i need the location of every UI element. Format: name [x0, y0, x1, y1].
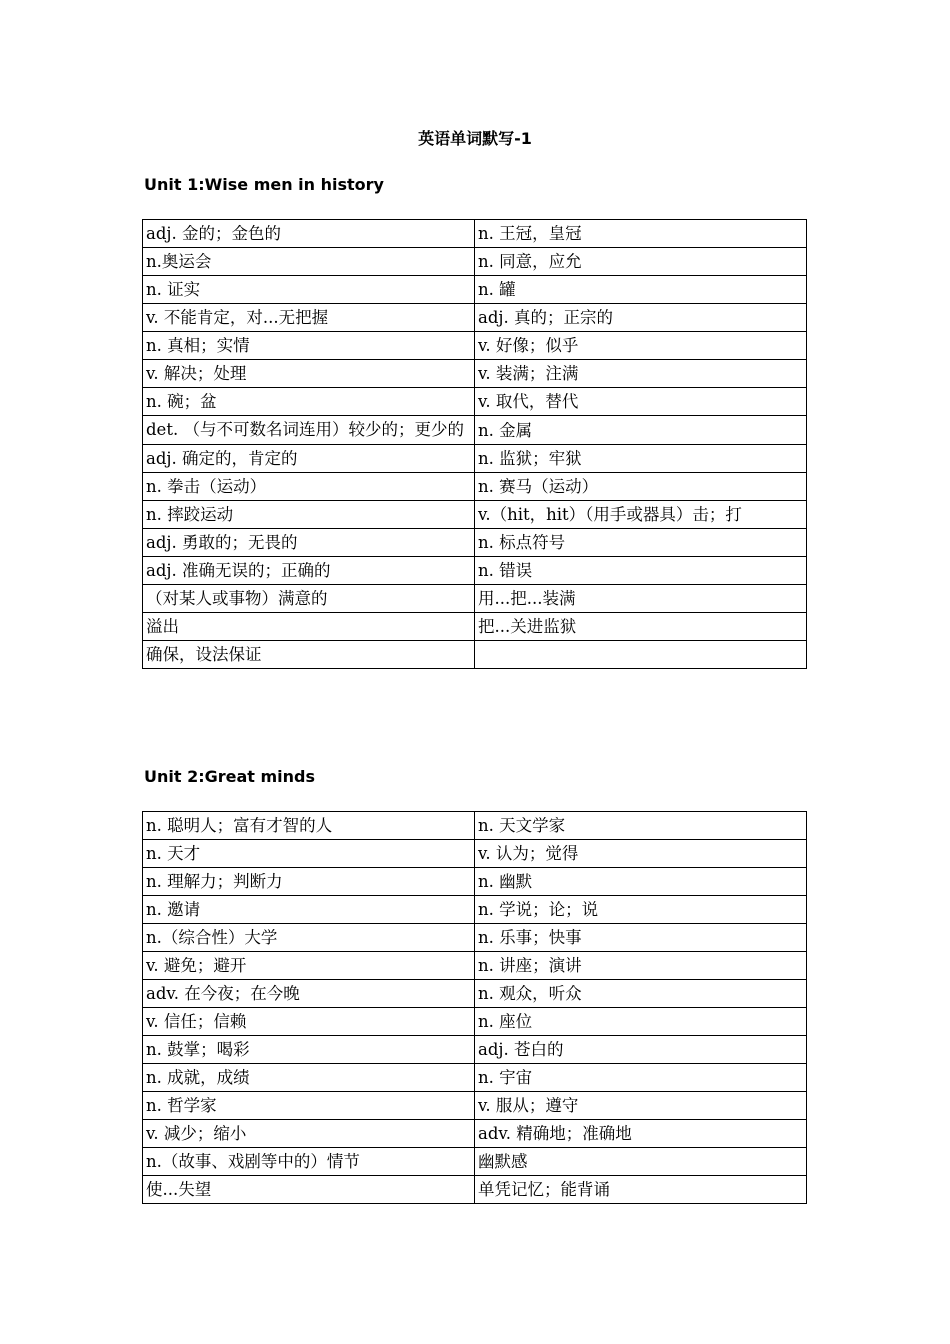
- vocab-cell-left: v. 不能肯定，对...无把握: [143, 304, 475, 332]
- vocab-row: [143, 641, 807, 669]
- vocab-row: [143, 868, 807, 896]
- unit1-heading: Unit 1:Wise men in history: [144, 175, 384, 194]
- vocab-row: [143, 332, 807, 360]
- vocab-cell-right: n. 标点符号: [475, 529, 807, 557]
- vocab-row: [143, 980, 807, 1008]
- vocab-cell-right: adv. 精确地；准确地: [475, 1120, 807, 1148]
- vocab-cell-left: v. 减少；缩小: [143, 1120, 475, 1148]
- vocab-cell-right: n. 金属: [475, 416, 807, 445]
- vocab-row: [143, 304, 807, 332]
- vocab-cell-left: （对某人或事物）满意的: [143, 585, 475, 613]
- vocab-row: [143, 1036, 807, 1064]
- document-title: 英语单词默写-1: [418, 129, 532, 148]
- vocab-row: [143, 445, 807, 473]
- vocab-cell-left: 溢出: [143, 613, 475, 641]
- unit1-vocab-table: [142, 219, 807, 669]
- vocab-cell-right: n. 讲座；演讲: [475, 952, 807, 980]
- vocab-row: [143, 557, 807, 585]
- vocab-cell-right: 幽默感: [475, 1148, 807, 1176]
- vocab-cell-right: n. 同意，应允: [475, 248, 807, 276]
- vocab-cell-left: adv. 在今夜；在今晚: [143, 980, 475, 1008]
- vocab-cell-left: n. 哲学家: [143, 1092, 475, 1120]
- vocab-row: [143, 1148, 807, 1176]
- vocab-cell-left: n. 鼓掌；喝彩: [143, 1036, 475, 1064]
- vocab-cell-right: n. 幽默: [475, 868, 807, 896]
- vocab-cell-left: n. 拳击（运动）: [143, 473, 475, 501]
- vocab-cell-right: n. 赛马（运动）: [475, 473, 807, 501]
- unit2-heading: Unit 2:Great minds: [144, 767, 316, 786]
- vocab-cell-left: adj. 准确无误的；正确的: [143, 557, 475, 585]
- vocab-cell-left: 确保，设法保证: [143, 641, 475, 669]
- vocab-cell-left: n. 摔跤运动: [143, 501, 475, 529]
- vocab-row: [143, 1092, 807, 1120]
- vocab-cell-right: adj. 真的；正宗的: [475, 304, 807, 332]
- vocab-row: [143, 473, 807, 501]
- vocab-cell-right: 单凭记忆；能背诵: [475, 1176, 807, 1204]
- vocab-row: [143, 360, 807, 388]
- vocab-cell-right: n. 乐事；快事: [475, 924, 807, 952]
- vocab-cell-right: adj. 苍白的: [475, 1036, 807, 1064]
- vocab-row: [143, 501, 807, 529]
- vocab-cell-right: n. 监狱；牢狱: [475, 445, 807, 473]
- vocab-cell-left: v. 避免；避开: [143, 952, 475, 980]
- vocab-cell-right: n. 罐: [475, 276, 807, 304]
- vocab-cell-right: [475, 641, 807, 669]
- vocab-cell-left: 使...失望: [143, 1176, 475, 1204]
- vocab-row: [143, 276, 807, 304]
- vocab-cell-right: n. 错误: [475, 557, 807, 585]
- vocab-cell-left: adj. 金的；金色的: [143, 220, 475, 248]
- vocab-cell-left: det. （与不可数名词连用）较少的；更少的: [143, 416, 475, 445]
- vocab-row: [143, 896, 807, 924]
- vocab-cell-left: n. 证实: [143, 276, 475, 304]
- vocab-cell-left: n. 邀请: [143, 896, 475, 924]
- vocab-cell-right: v.（hit，hit）（用手或器具）击；打: [475, 501, 807, 529]
- vocab-row: [143, 1064, 807, 1092]
- vocab-row: [143, 924, 807, 952]
- vocab-cell-left: n.奥运会: [143, 248, 475, 276]
- vocab-cell-left: v. 信任；信赖: [143, 1008, 475, 1036]
- vocab-row: [143, 613, 807, 641]
- vocab-row: [143, 1008, 807, 1036]
- vocab-cell-left: adj. 勇敢的；无畏的: [143, 529, 475, 557]
- vocab-cell-right: n. 观众，听众: [475, 980, 807, 1008]
- vocab-row: [143, 529, 807, 557]
- vocab-cell-right: v. 取代，替代: [475, 388, 807, 416]
- vocab-cell-left: n. 碗；盆: [143, 388, 475, 416]
- vocab-row: [143, 388, 807, 416]
- vocab-row: [143, 585, 807, 613]
- vocab-row: [143, 248, 807, 276]
- vocab-cell-right: n. 学说；论；说: [475, 896, 807, 924]
- vocab-cell-left: n.（故事、戏剧等中的）情节: [143, 1148, 475, 1176]
- vocab-row: [143, 220, 807, 248]
- vocab-row: [143, 840, 807, 868]
- vocab-cell-left: n. 聪明人；富有才智的人: [143, 812, 475, 840]
- vocab-row: [143, 1176, 807, 1204]
- vocab-cell-left: n. 真相；实情: [143, 332, 475, 360]
- vocab-cell-right: 用...把...装满: [475, 585, 807, 613]
- vocab-cell-right: n. 宇宙: [475, 1064, 807, 1092]
- vocab-cell-left: n. 天才: [143, 840, 475, 868]
- vocab-cell-left: n.（综合性）大学: [143, 924, 475, 952]
- vocab-cell-right: n. 天文学家: [475, 812, 807, 840]
- unit2-vocab-table: [142, 811, 807, 1204]
- vocab-row: [143, 952, 807, 980]
- vocab-cell-left: n. 理解力；判断力: [143, 868, 475, 896]
- vocab-cell-left: v. 解决；处理: [143, 360, 475, 388]
- vocab-cell-right: n. 王冠，皇冠: [475, 220, 807, 248]
- vocab-row: [143, 812, 807, 840]
- vocab-row: [143, 1120, 807, 1148]
- vocab-cell-right: 把...关进监狱: [475, 613, 807, 641]
- vocab-row: [143, 416, 807, 445]
- vocab-cell-right: v. 好像；似乎: [475, 332, 807, 360]
- vocab-cell-right: v. 服从；遵守: [475, 1092, 807, 1120]
- vocab-cell-right: n. 座位: [475, 1008, 807, 1036]
- vocab-cell-right: v. 认为；觉得: [475, 840, 807, 868]
- vocab-cell-right: v. 装满；注满: [475, 360, 807, 388]
- vocab-cell-left: adj. 确定的，肯定的: [143, 445, 475, 473]
- vocab-cell-left: n. 成就，成绩: [143, 1064, 475, 1092]
